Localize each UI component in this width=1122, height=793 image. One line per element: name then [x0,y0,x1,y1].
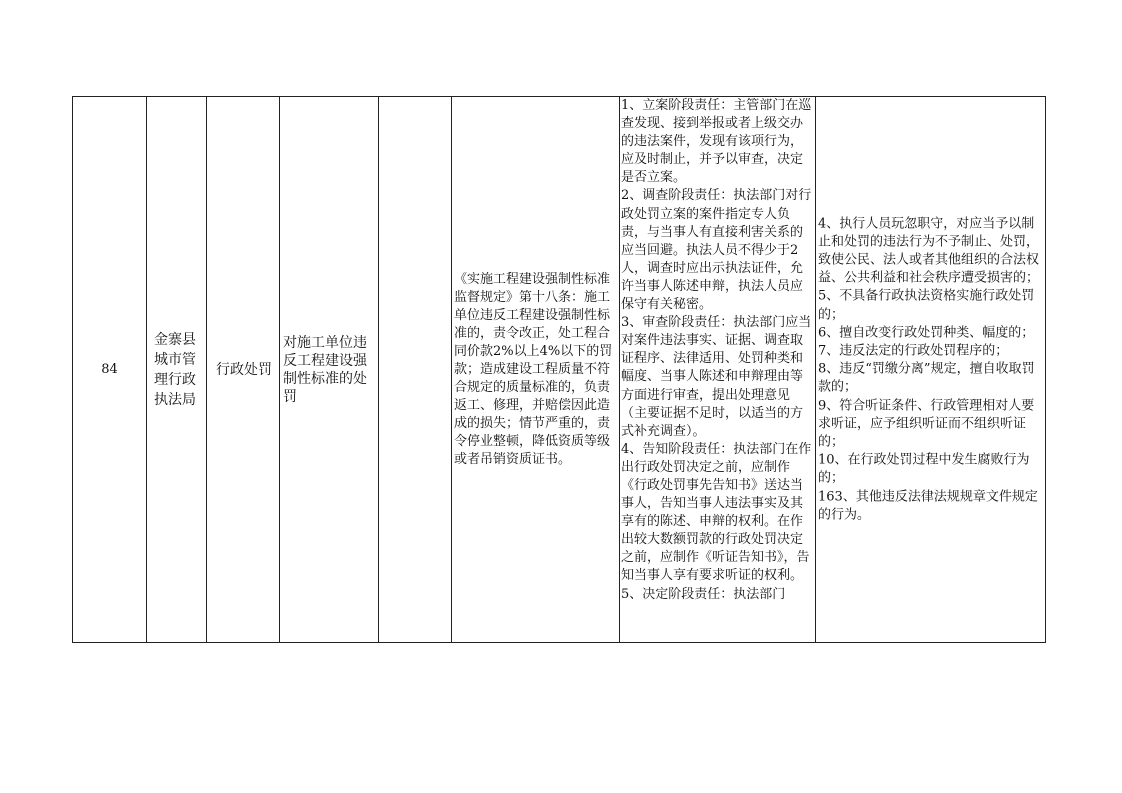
power-list-table [72,96,1046,643]
responsibilities-cell: 1、立案阶段责任：主管部门在巡查发现、接到举报或者上级交办的违法案件，发现有该项行为，应及时制止，并予以审查，决定是否立案。 2、调查阶段责任：执法部门对行政处罚立案的案件指定专人负责，与当事人有直接利害关系的应当回避。执法人员不得少于2人，调查时应出示执法证件，允许当事人陈述申辩，执法人员应保守有关秘密。 3、审查阶段责任：执法部门应当对案件违法事实、证据、调查取证程序、法律适用、处罚种类和幅度、当事人陈述和申辩理由等方面进行审查，提出处理意见（主要证据不足时，以适当的方式补充调查）。 4、告知阶段责任：执法部门在作出行政处罚决定之前，应制作《行政处罚事先告知书》送达当事人，告知当事人违法事实及其享有的陈述、申辩的权利。在作出较大数额罚款的行政处罚决定之前，应制作《听证告知书》，告知当事人享有要求听证的权利。 5、决定阶段责任：执法部门 [621,98,812,602]
power-type-cell: 行政处罚 [216,361,272,378]
column-divider [378,97,379,642]
department-cell: 金寨县城市管理行政执法局 [154,331,196,408]
item-name-cell: 对施工单位违反工程建设强制性标准的处罚 [283,334,367,405]
column-divider [451,97,452,642]
row-number: 84 [101,361,118,377]
column-divider [815,97,816,642]
accountability-cell: 4、执行人员玩忽职守，对应当予以制止和处罚的违法行为不予制止、处罚，致使公民、法人或者其他组织的合法权益、公共利益和社会秩序遭受损害的； 5、不具备行政执法资格实施行政处罚的； 6、擅自改变行政处罚种类、幅度的； 7、违反法定的行政处罚程序的； 8、违反“罚缴分离”规定，擅自收取罚款的； 9、符合听证条件、行政管理相对人要求听证，应予组织听证而不组织听证的； 10、在行政处罚过程中发生腐败行为的； 163、其他违反法律法规规章文件规定的行为。 [818,215,1040,523]
column-divider [619,97,620,642]
legal-basis-cell: 《实施工程建设强制性标准监督规定》第十八条：施工单位违反工程建设强制性标准的，责令改正，处工程合同价款2%以上4%以下的罚款；造成建设工程质量不符合规定的质量标准的，负责返工、修理，并赔偿因此造成的损失；情节严重的，责令停业整顿，降低资质等级或者吊销资质证书。 [454,271,613,467]
column-divider [279,97,280,642]
column-divider [146,97,147,642]
column-divider [206,97,207,642]
